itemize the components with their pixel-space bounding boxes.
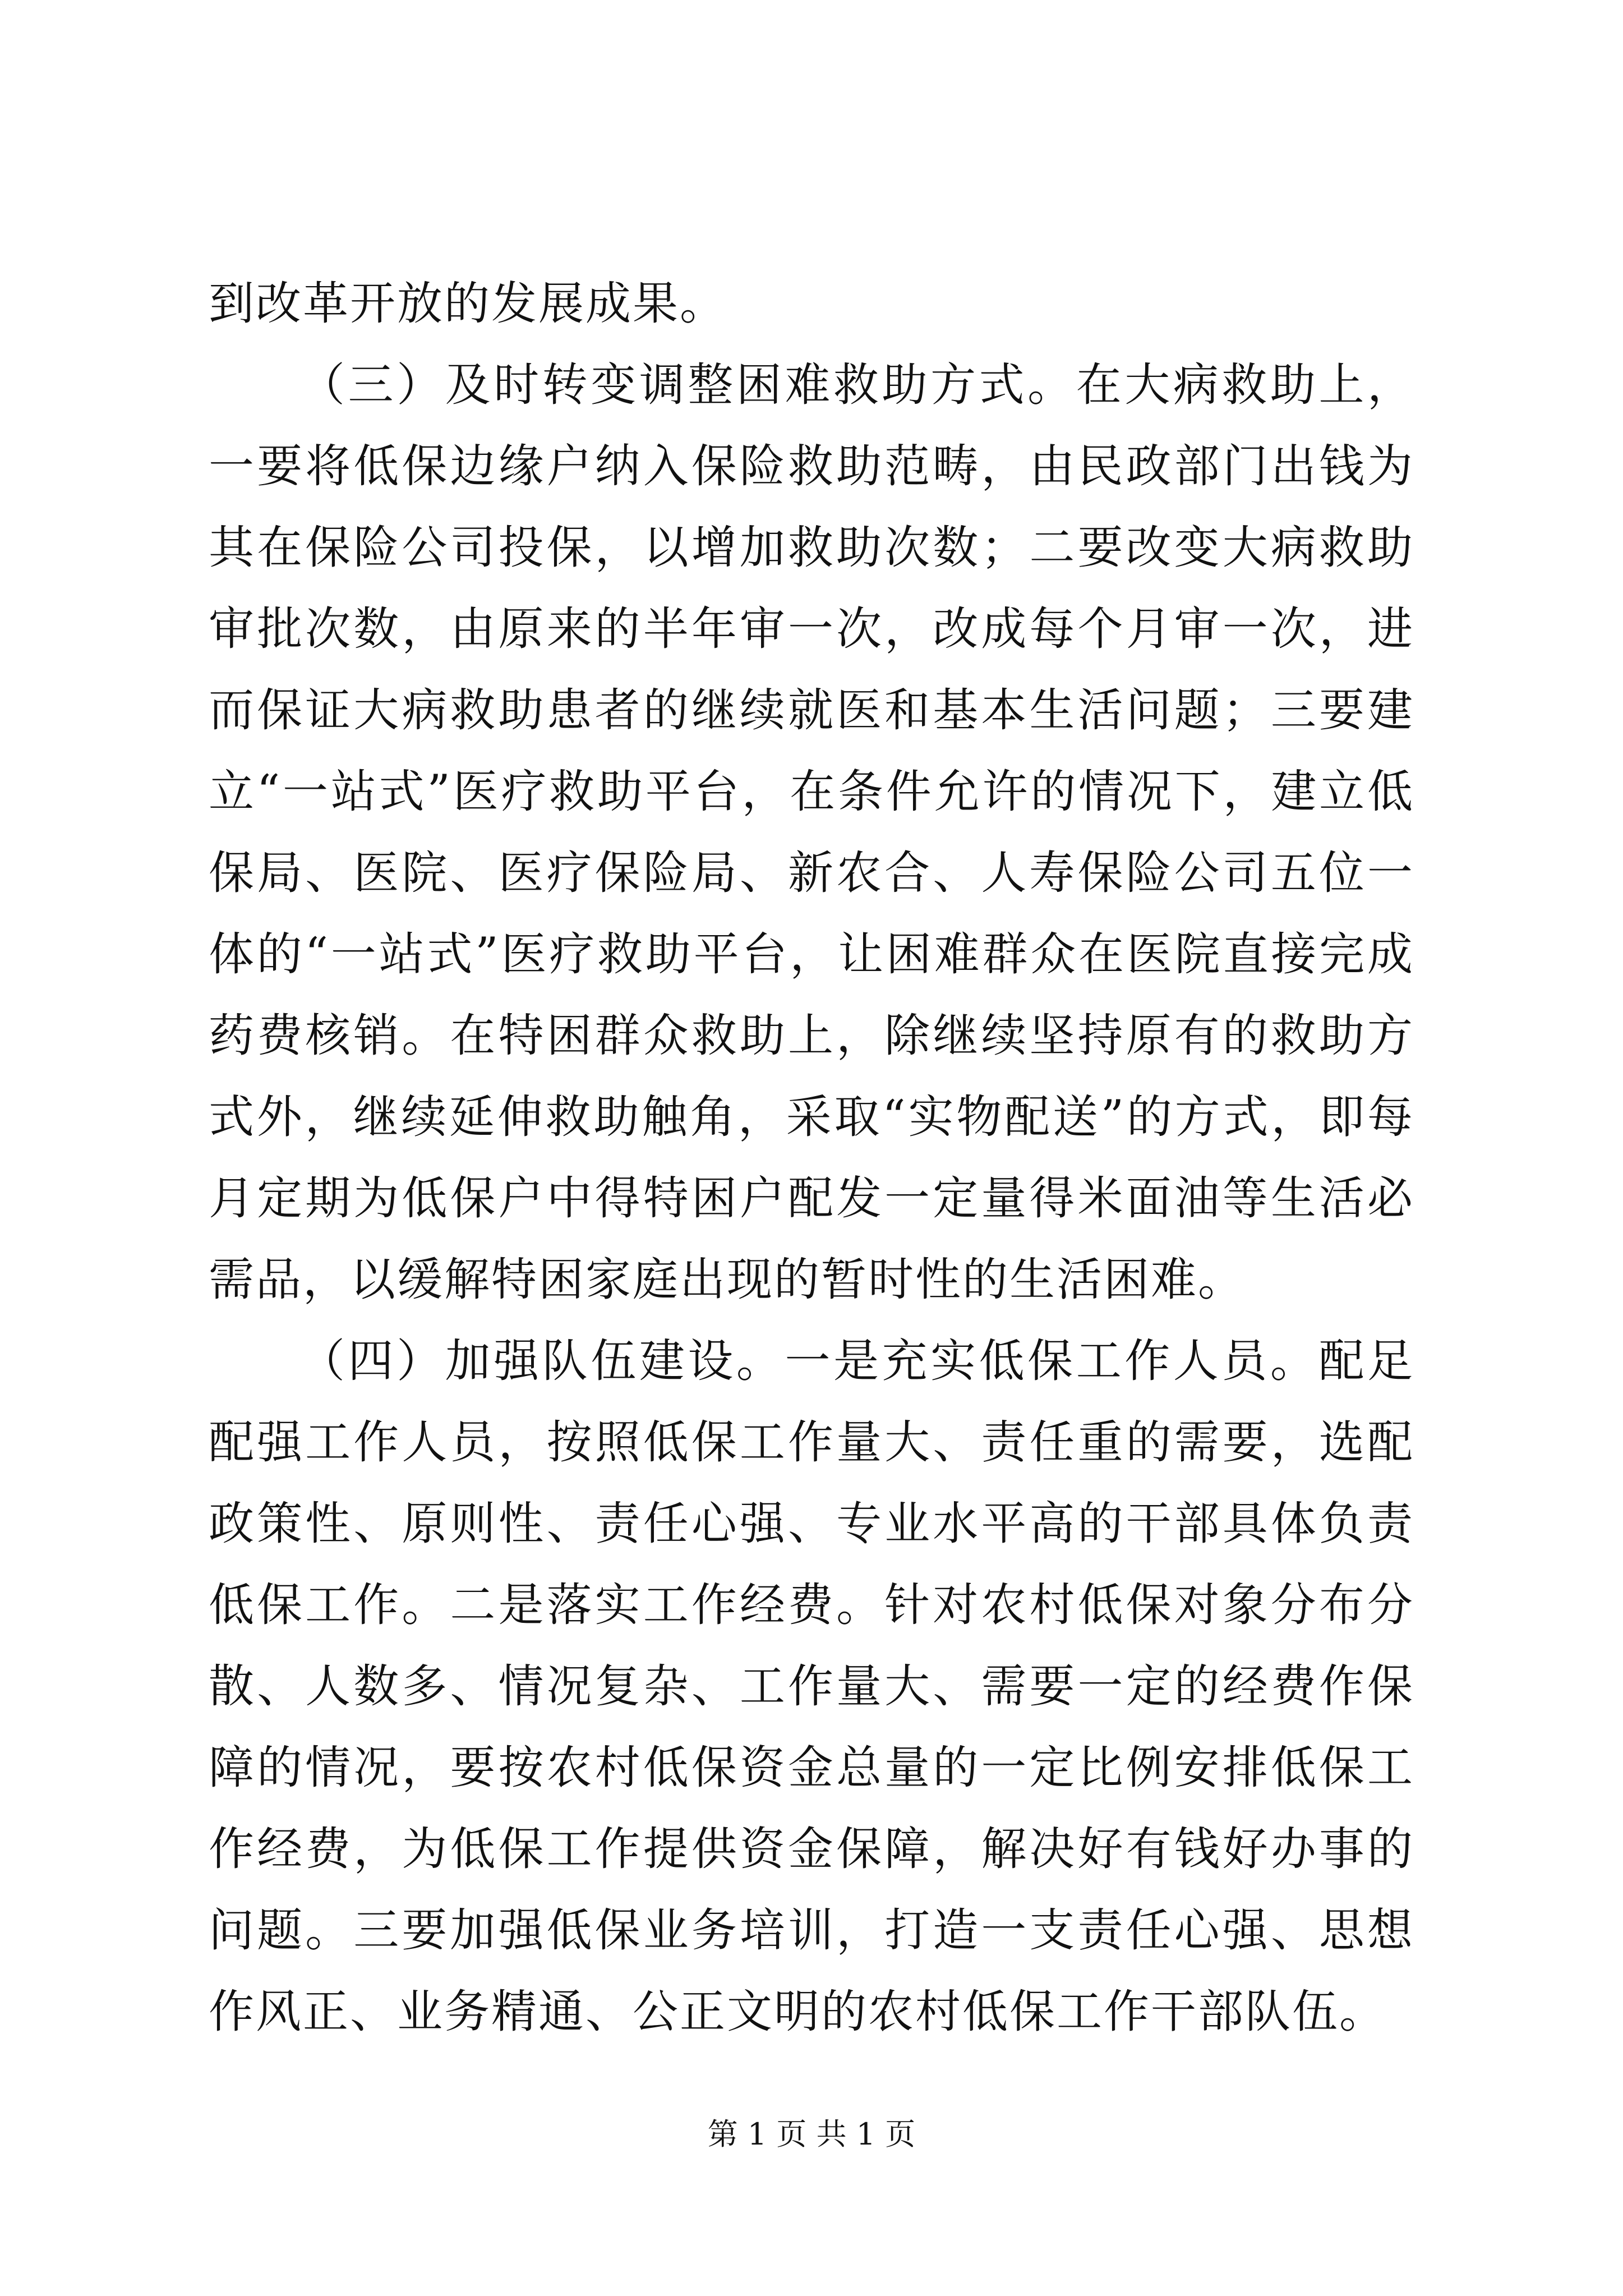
paragraph-continuation: 到改革开放的发展成果。 xyxy=(209,278,727,330)
paragraph-section-four: （四）加强队伍建设。一是充实低保工作人员。配足配强工作人员，按照低保工作量大、责任重的需要，选配政策性、原则性、责任心强、专业水平高的干部具体负责低保工作。二是落实工作经费。针对农村低保对象分布分散、人数多、情况复杂、工作量大、需要一定的经费作保障的情况，要按农村低保资金总量的一定比例安排低保工作经费，为低保工作提供资金保障，解决好有钱好办事的问题。三要加强低保业务培训，打造一支责任心强、思想作风正、业务精通、公正文明的农村低保工作干部队伍。 xyxy=(209,1335,1414,2039)
document-body xyxy=(209,264,1414,2053)
paragraph-section-three: （三）及时转变调整困难救助方式。在大病救助上，一要将低保边缘户纳入保险救助范畴，由民政部门出钱为其在保险公司投保，以增加救助次数；二要改变大病救助审批次数，由原来的半年审一次，改成每个月审一次，进而保证大病救助患者的继续就医和基本生活问题；三要建立“一站式”医疗救助平台，在条件允许的情况下，建立低保局、医院、医疗保险局、新农合、人寿保险公司五位一体的“一站式”医疗救助平台，让困难群众在医院直接完成药费核销。在特困群众救助上，除继续坚持原有的救助方式外，继续延伸救助触角，采取“实物配送”的方式，即每月定期为低保户中得特困户配发一定量得米面油等生活必需品，以缓解特困家庭出现的暂时性的生活困难。 xyxy=(209,359,1414,1306)
page-footer: 第 1 页 共 1 页 xyxy=(707,2116,916,2152)
